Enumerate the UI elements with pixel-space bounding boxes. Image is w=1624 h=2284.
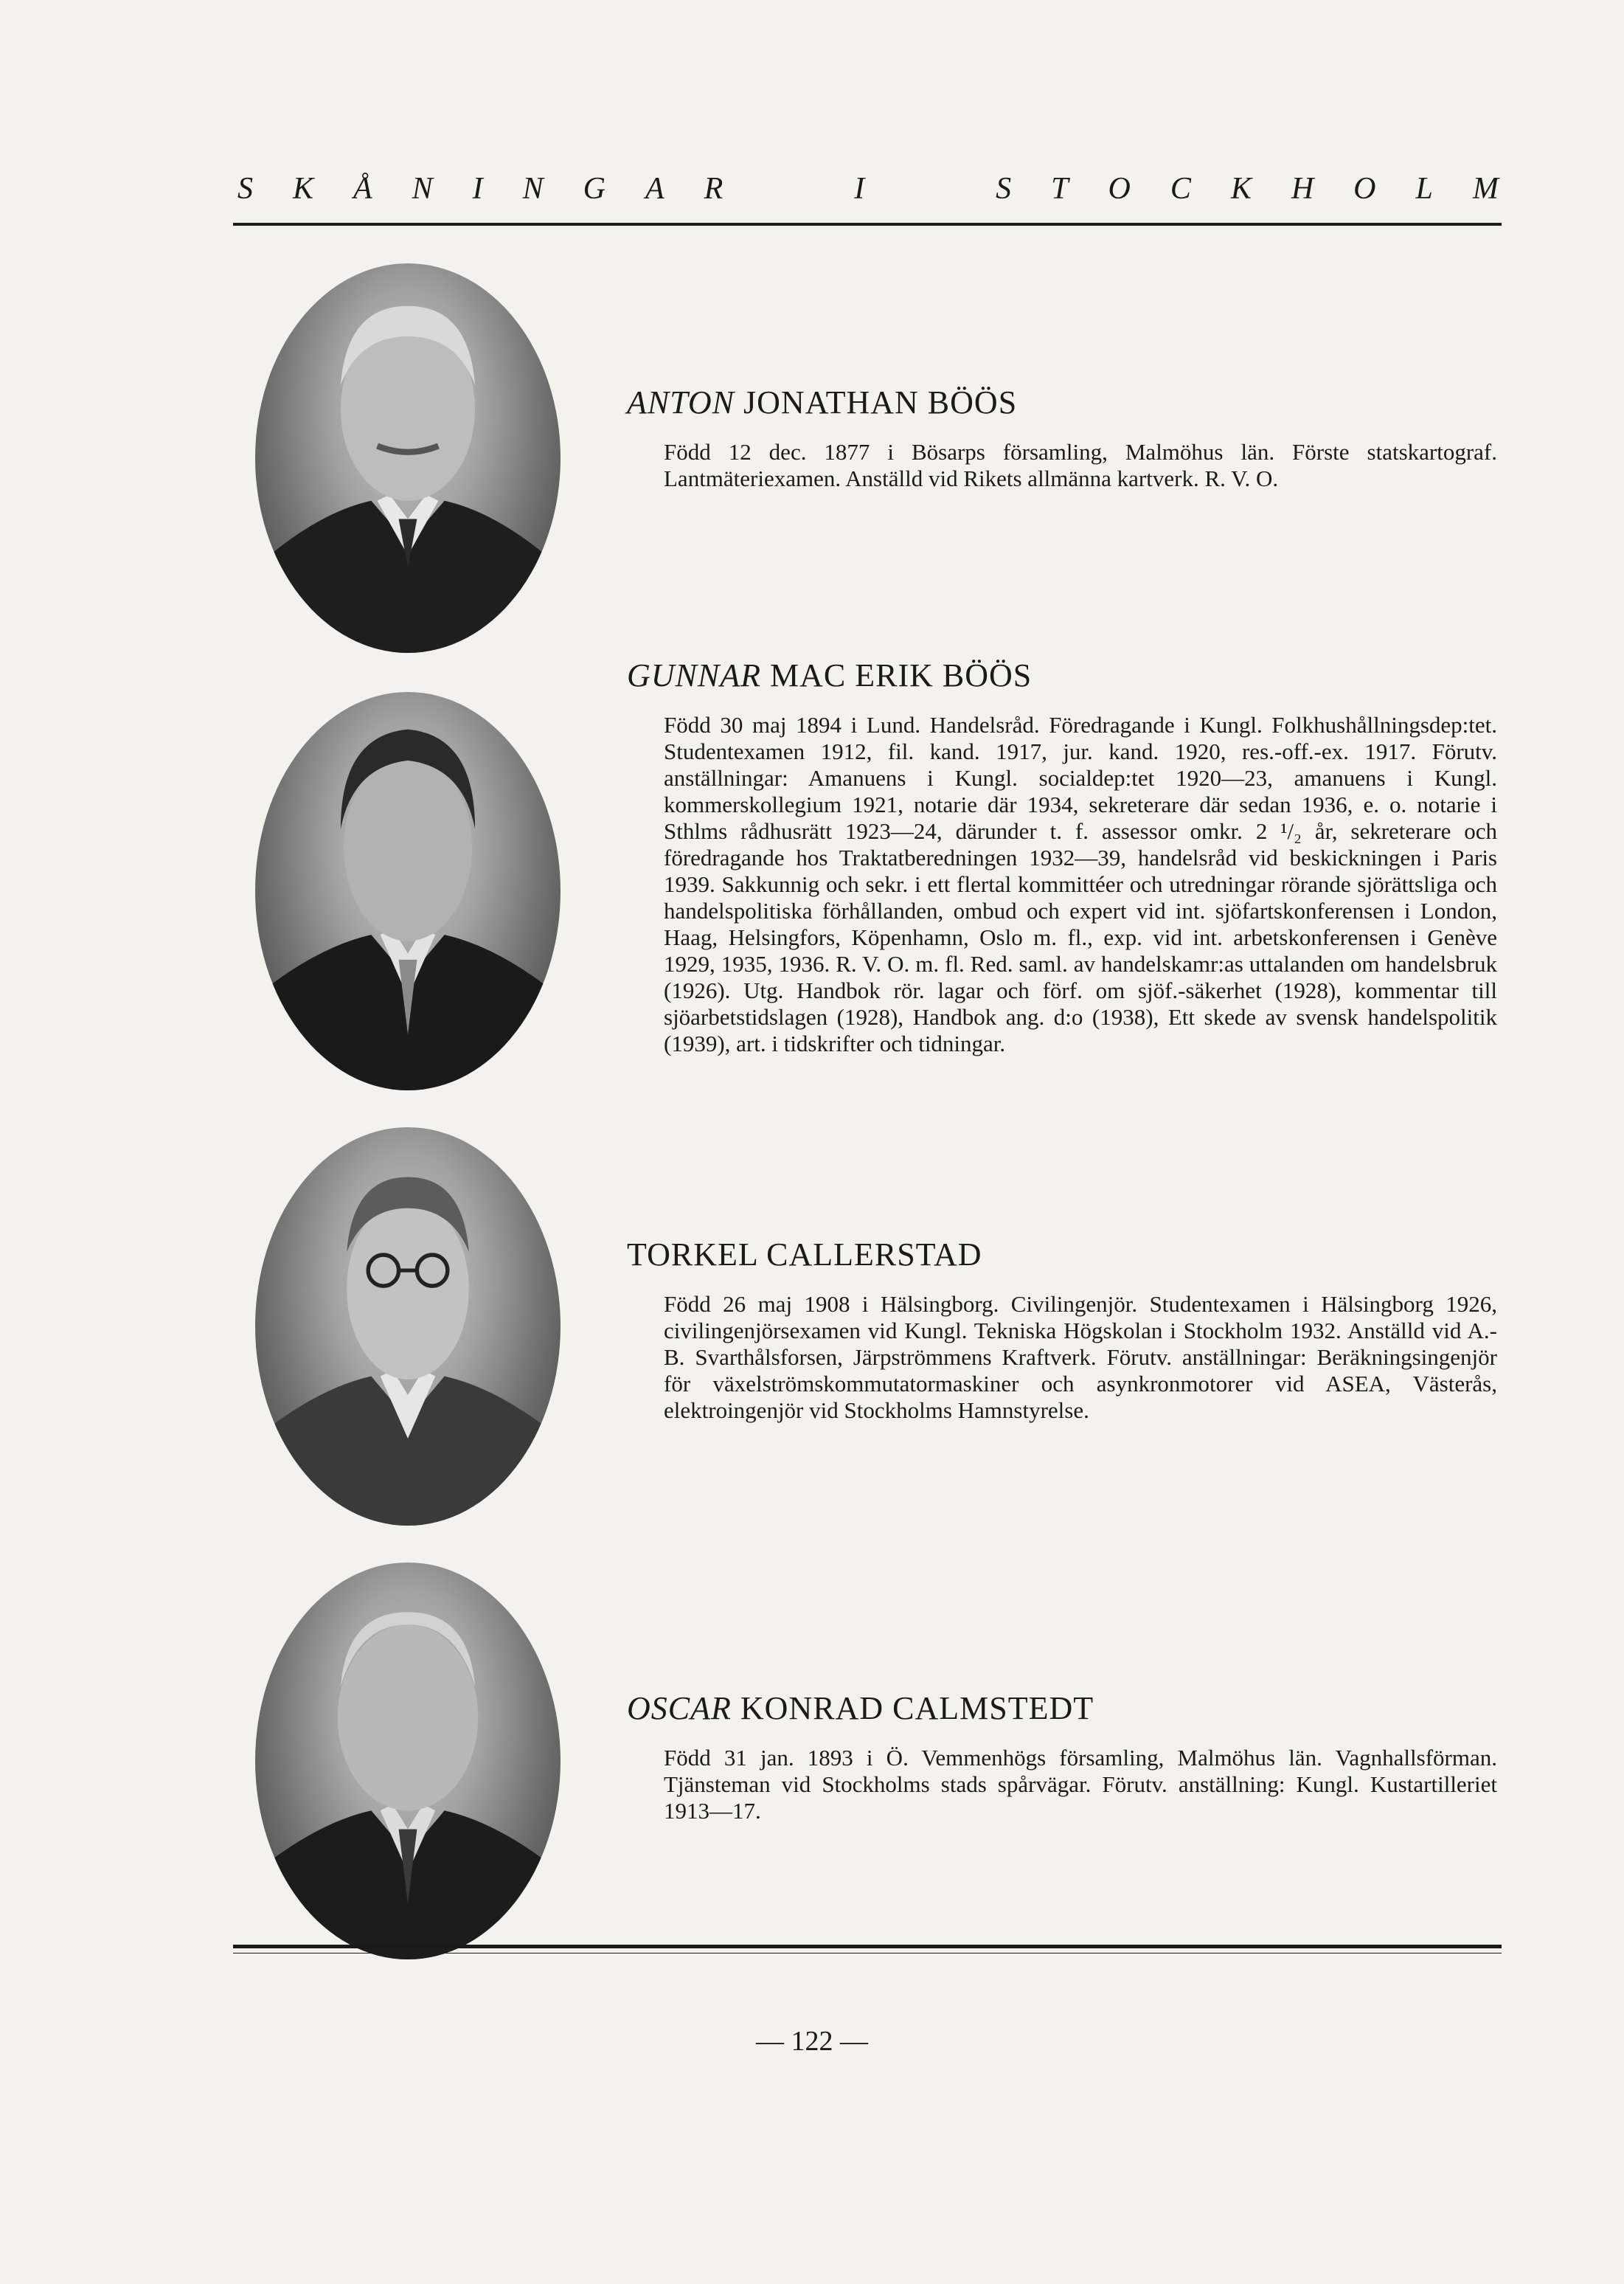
biography-entry bbox=[627, 1689, 1497, 1824]
header-letter: I bbox=[854, 172, 865, 206]
header-letter: N bbox=[522, 172, 544, 206]
biography-text: Född 30 maj 1894 i Lund. Handelsråd. Föredragande i Kungl. Folkhushållningsdep:tet. Studentexamen 1912, fil. kand. 1917, jur. kand. 1920, res.-off.-ex. 1917. Förutv. anställningar: Amanuens i Kungl. socialdep:tet 1920—23, amanuens i Kungl. kommerskollegium 1921, notarie där 1934, sekreterare där sedan 1936, e. o. notarie i Sthlms rådhusrätt 1923—24, därunder t. f. assessor omkr. 2 ¹/₂ år, sekreterare och föredragande hos Traktatberedningen 1932—39, handelsråd vid beskickningen i Paris 1939. Sakkunnig och sekr. i ett flertal kommittéer och utredningar rörande sjörättsliga och handelspolitiska förhållanden, ombud och expert vid int. sjöfartskonferensen i London, Haag, Helsingfors, Köpenhamn, Oslo m. fl., exp. vid int. arbetskonferensen i Genève 1929, 1935, 1936. R. V. O. m. fl. Red. saml. av handelskamr:as uttalanden om handelsbruk (1926). Utg. Handbok rör. lagar och förf. om sjöf.-säkerhet (1928), kommentar till sjöarbetstidslagen (1928), Handbok ang. d:o (1938), Ett skede av svensk handelspolitik (1939), art. i tidskrifter och tidningar. bbox=[664, 712, 1497, 1056]
person-name bbox=[627, 384, 1497, 421]
portrait-anton-boos bbox=[255, 263, 561, 653]
header-letter: L bbox=[1415, 172, 1433, 206]
header-letter: S bbox=[237, 172, 253, 206]
person-name bbox=[627, 1236, 1497, 1273]
surname: KONRAD CALMSTEDT bbox=[731, 1690, 1094, 1726]
portrait-torkel-callerstad bbox=[255, 1127, 561, 1526]
first-name: OSCAR bbox=[627, 1690, 732, 1726]
header-letter: O bbox=[1353, 172, 1376, 206]
header-letter: G bbox=[583, 172, 605, 206]
biography-entry bbox=[627, 384, 1497, 492]
page-number: — 122 — bbox=[756, 2026, 868, 2057]
header-letter: M bbox=[1472, 172, 1499, 206]
footer-rule bbox=[233, 1945, 1502, 1948]
person-name bbox=[627, 1689, 1497, 1727]
first-name: GUNNAR bbox=[627, 657, 761, 693]
header-letter: N bbox=[412, 172, 433, 206]
person-name bbox=[627, 657, 1497, 694]
header-letter: S bbox=[996, 172, 1012, 206]
first-name: ANTON bbox=[627, 384, 735, 421]
header-rule bbox=[233, 223, 1502, 226]
surname: JONATHAN BÖÖS bbox=[735, 384, 1018, 421]
header-letter: H bbox=[1291, 172, 1314, 206]
biography-text: Född 31 jan. 1893 i Ö. Vemmenhögs församling, Malmöhus län. Vagnhallsförman. Tjänsteman vid Stockholms stads spårvägar. Förutv. anställning: Kungl. Kustartilleriet 1913—17. bbox=[664, 1745, 1497, 1824]
header-letter: K bbox=[292, 172, 313, 206]
surname: TORKEL CALLERSTAD bbox=[627, 1236, 982, 1273]
header-letter: A bbox=[645, 172, 664, 206]
header-letter: Å bbox=[353, 172, 372, 206]
portrait-oscar-calmstedt bbox=[255, 1563, 561, 1959]
header-letter: C bbox=[1170, 172, 1191, 206]
biography-text: Född 12 dec. 1877 i Bösarps församling, Malmöhus län. Förste statskartograf. Lantmäteriexamen. Anställd vid Rikets allmänna kartverk. R. V. O. bbox=[664, 439, 1497, 491]
header-letter: R bbox=[704, 172, 723, 206]
surname: MAC ERIK BÖÖS bbox=[761, 657, 1033, 693]
portrait-gunnar-boos bbox=[255, 692, 561, 1090]
header-letter: T bbox=[1051, 172, 1069, 206]
header-letter: O bbox=[1108, 172, 1131, 206]
biography-entry bbox=[627, 1236, 1497, 1424]
running-header bbox=[237, 171, 1499, 207]
biography-entry bbox=[627, 657, 1497, 1057]
header-letter: I bbox=[472, 172, 483, 206]
header-letter: K bbox=[1230, 172, 1252, 206]
biography-text: Född 26 maj 1908 i Hälsingborg. Civilingenjör. Studentexamen i Hälsingborg 1926, civilingenjörsexamen vid Kungl. Tekniska Högskolan i Stockholm 1932. Anställd vid A.-B. Svarthålsforsen, Järpströmmens Kraftverk. Förutv. anställningar: Beräkningsingenjör för växelströmskommutatormaskiner och asynkronmotorer vid ASEA, Västerås, elektroingenjör vid Stockholms Hamnstyrelse. bbox=[664, 1291, 1497, 1423]
